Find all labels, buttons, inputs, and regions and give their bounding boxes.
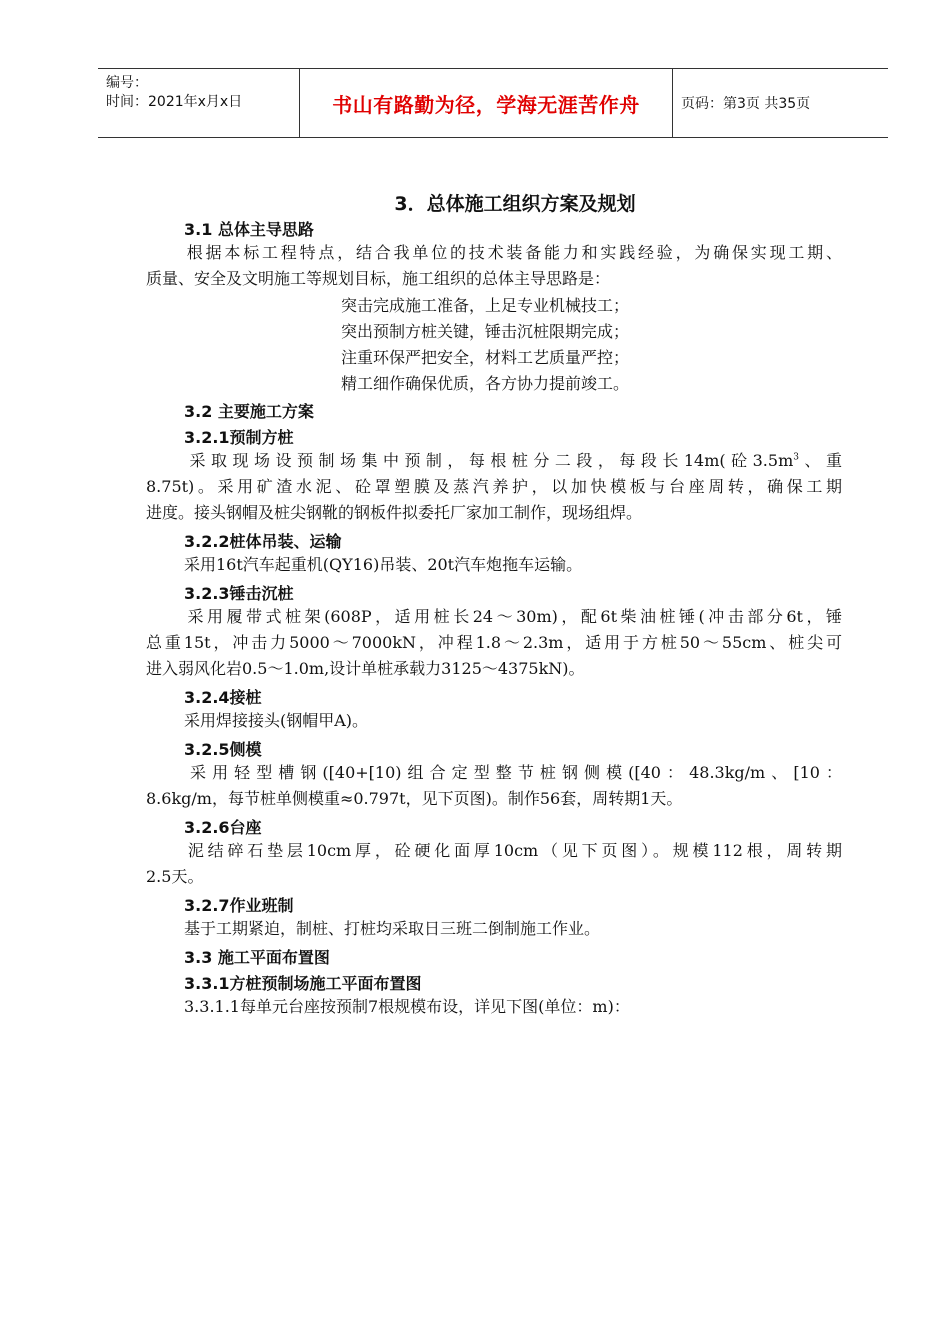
heading-3-1: 3.1 总体主导思路 [184, 220, 314, 239]
heading-3-2-6: 3.2.6台座 [184, 818, 262, 837]
heading-3-2: 3.2 主要施工方案 [184, 402, 314, 421]
paragraph-3-1 [146, 240, 842, 292]
paragraph-3-2-2: 采用16t汽车起重机(QY16)吊装、20t汽车炮拖车运输。 [184, 555, 583, 574]
paragraph-3-2-3 [146, 604, 842, 682]
verse-line: 突出预制方桩关键，锤击沉桩限期完成； [341, 322, 630, 341]
paragraph-line: 总重15t，冲击力5000～7000kN，冲程1.8～2.3m，适用于方桩50～55cm、桩尖可 [146, 633, 842, 652]
header-motto-cell [300, 69, 673, 137]
paragraph-3-3-1-1: 3.3.1.1每单元台座按预制7根规模布设，详见下图(单位：m)： [184, 997, 630, 1016]
motto-text: 书山有路勤为径，学海无涯苦作舟 [332, 92, 640, 117]
time-label: 时间：2021年x月x日 [106, 94, 243, 110]
paragraph-line: 质量、安全及文明施工等规划目标，施工组织的总体主导思路是： [146, 269, 611, 288]
page-header [98, 68, 888, 138]
document-title: 3．总体施工组织方案及规划 [394, 193, 636, 215]
paragraph-3-2-7: 基于工期紧迫，制桩、打桩均采取日三班二倒制施工作业。 [184, 919, 601, 938]
paragraph-line: 8.6kg/m，每节桩单侧模重≈0.797t，见下页图)。制作56套，周转期1天。 [146, 789, 683, 808]
paragraph-line: 进入弱风化岩0.5～1.0m,设计单桩承载力3125～4375kN)。 [146, 659, 585, 678]
paragraph-line: 2.5天。 [146, 867, 204, 886]
heading-3-2-4: 3.2.4接桩 [184, 688, 262, 707]
heading-3-2-3: 3.2.3锤击沉桩 [184, 584, 294, 603]
heading-3-2-2: 3.2.2桩体吊装、运输 [184, 532, 342, 551]
paragraph-line: 根据本标工程特点，结合我单位的技术装备能力和实践经验，为确保实现工期、 [184, 243, 842, 262]
verse-line: 突击完成施工准备，上足专业机械技工； [341, 296, 630, 315]
heading-3-2-1: 3.2.1预制方桩 [184, 428, 294, 447]
verse-line: 精工细作确保优质，各方协力提前竣工。 [341, 374, 630, 393]
paragraph-line: 采取现场设预制场集中预制，每根桩分二段，每段长14m(砼$3.5m^3$、重 [184, 451, 842, 470]
heading-3-3-1: 3.3.1方桩预制场施工平面布置图 [184, 974, 422, 993]
paragraph-3-2-6 [146, 838, 842, 890]
paragraph-line: 8.75t)。采用矿渣水泥、砼罩塑膜及蒸汽养护，以加快模板与台座周转，确保工期 [146, 477, 842, 496]
verse-line: 注重环保严把安全，材料工艺质量严控； [341, 348, 630, 367]
serial-label: 编号： [106, 75, 148, 91]
page-info: 页码：第3页 共35页 [681, 96, 811, 112]
header-page-cell [673, 69, 888, 137]
paragraph-line: 泥结碎石垫层10cm厚，砼硬化面厚10cm（见下页图）。规模112根，周转期 [184, 841, 842, 860]
paragraph-line: 采用轻型槽钢([40+[10)组合定型整节桩钢侧模([40：48.3kg/m、[10： [184, 763, 842, 782]
paragraph-line: 进度。接头钢帽及桩尖钢靴的钢板件拟委托厂家加工制作，现场组焊。 [146, 503, 643, 522]
heading-3-2-5: 3.2.5侧模 [184, 740, 262, 759]
paragraph-line: 采用履带式桩架(608P，适用桩长24～30m)，配6t柴油桩锤(冲击部分6t，锤 [184, 607, 842, 626]
paragraph-3-2-1 [146, 448, 842, 526]
header-meta-cell [98, 69, 300, 137]
heading-3-2-7: 3.2.7作业班制 [184, 896, 294, 915]
paragraph-3-2-5 [146, 760, 842, 812]
heading-3-3: 3.3 施工平面布置图 [184, 948, 330, 967]
paragraph-3-2-4: 采用焊接接头(钢帽甲A)。 [184, 711, 369, 730]
